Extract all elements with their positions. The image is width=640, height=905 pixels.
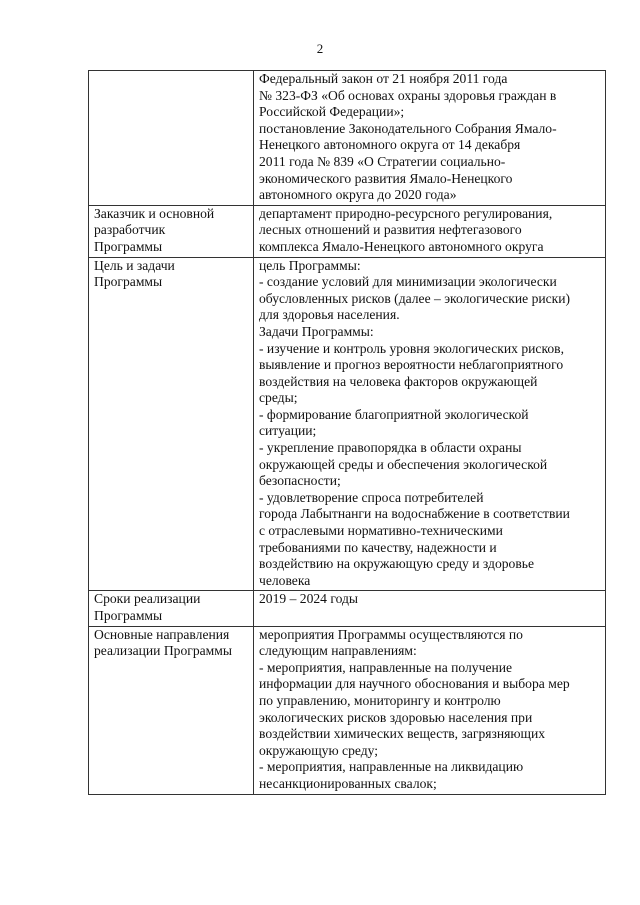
passport-row [89, 257, 606, 591]
row-value-line: человека [259, 572, 311, 588]
row-value-line: - мероприятия, направленные на получение [259, 659, 513, 675]
row-value-line: требованиями по качеству, надежности и [259, 539, 497, 555]
row-value-line: безопасности; [259, 473, 341, 489]
row-value-cell [254, 205, 606, 257]
row-label-line: Цель и задачи [94, 257, 175, 273]
row-value-line: выявление и прогноз вероятности неблагоприятного [259, 357, 564, 373]
passport-row [89, 591, 606, 626]
row-value-line: - изучение и контроль уровня экологических рисков, [259, 340, 564, 356]
row-value-line: несанкционированных свалок; [259, 775, 437, 791]
row-value-line: - создание условий для минимизации экологически [259, 274, 557, 290]
row-label-cell [89, 591, 254, 626]
row-label-line: разработчик [94, 222, 166, 238]
row-label-cell [89, 626, 254, 794]
row-value-line: № 323-ФЗ «Об основах охраны здоровья граждан в [259, 87, 557, 103]
row-value-line: экономического развития Ямало-Ненецкого [259, 170, 513, 186]
row-value-line: цель Программы: [259, 257, 361, 273]
row-value-line: постановление Законодательного Собрания Ямало- [259, 120, 557, 136]
row-value-line: лесных отношений и развития нефтегазового [259, 222, 522, 238]
row-value-line: по управлению, мониторингу и контролю [259, 692, 501, 708]
row-value-line: воздействия на человека факторов окружающей [259, 373, 538, 389]
row-value-line: следующим направлениям: [259, 643, 417, 659]
row-value-line: обусловленных рисков (далее – экологические риски) [259, 290, 571, 306]
row-value-line: Задачи Программы: [259, 323, 374, 339]
row-value-line: - формирование благоприятной экологической [259, 406, 529, 422]
passport-table-body [89, 71, 606, 795]
row-value-cell [254, 71, 606, 206]
row-value-line: - удовлетворение спроса потребителей [259, 489, 484, 505]
row-label-cell [89, 71, 254, 206]
row-label-line: Программы [94, 238, 163, 254]
row-label-line: Заказчик и основной [94, 205, 215, 221]
row-label-cell [89, 257, 254, 591]
row-value-line: экологических рисков здоровью населения при [259, 709, 533, 725]
row-value-line: Российской Федерации»; [259, 104, 405, 120]
row-value-line: информации для научного обоснования и выбора мер [259, 676, 570, 692]
row-value-line: 2011 года № 839 «О Стратегии социально- [259, 153, 506, 169]
row-value-line: департамент природно-ресурсного регулирования, [259, 205, 553, 221]
row-value-line: окружающую среду; [259, 742, 379, 758]
row-value-line: с отраслевыми нормативно-техническими [259, 523, 503, 539]
row-label-line: Программы [94, 608, 163, 623]
row-value-line: воздействию на окружающую среду и здоровье [259, 556, 534, 572]
passport-row [89, 71, 606, 206]
row-value-line: автономного округа до 2020 года» [259, 187, 457, 203]
row-value-line: для здоровья населения. [259, 307, 400, 323]
row-value-line: среды; [259, 390, 298, 406]
row-value-line: окружающей среды и обеспечения экологической [259, 456, 548, 472]
row-value-line: воздействии химических веществ, загрязняющих [259, 726, 546, 742]
row-label-line: Сроки реализации [94, 591, 201, 607]
row-value-line: Ненецкого автономного округа от 14 декабря [259, 137, 521, 153]
row-value-line: Федеральный закон от 21 ноября 2011 года [259, 71, 508, 86]
row-value-line: комплекса Ямало-Ненецкого автономного округа [259, 238, 544, 254]
passport-row [89, 626, 606, 794]
row-value-line: - мероприятия, направленные на ликвидацию [259, 759, 524, 775]
row-value-line: города Лабытнанги на водоснабжение в соответствии [259, 506, 570, 522]
row-value-cell [254, 257, 606, 591]
page-number: 2 [316, 41, 324, 56]
row-label-line: Программы [94, 274, 163, 290]
row-label-cell [89, 205, 254, 257]
row-value-line: - укрепление правопорядка в области охраны [259, 440, 522, 456]
row-value-line: мероприятия Программы осуществляются по [259, 626, 523, 642]
row-value-cell [254, 591, 606, 626]
program-passport-table [88, 70, 606, 795]
row-value-cell [254, 626, 606, 794]
row-value-line: 2019 – 2024 годы [259, 591, 359, 607]
passport-row [89, 205, 606, 257]
row-value-line: ситуации; [259, 423, 317, 439]
row-label-line: Основные направления [94, 626, 230, 642]
row-label-line: реализации Программы [94, 643, 232, 659]
